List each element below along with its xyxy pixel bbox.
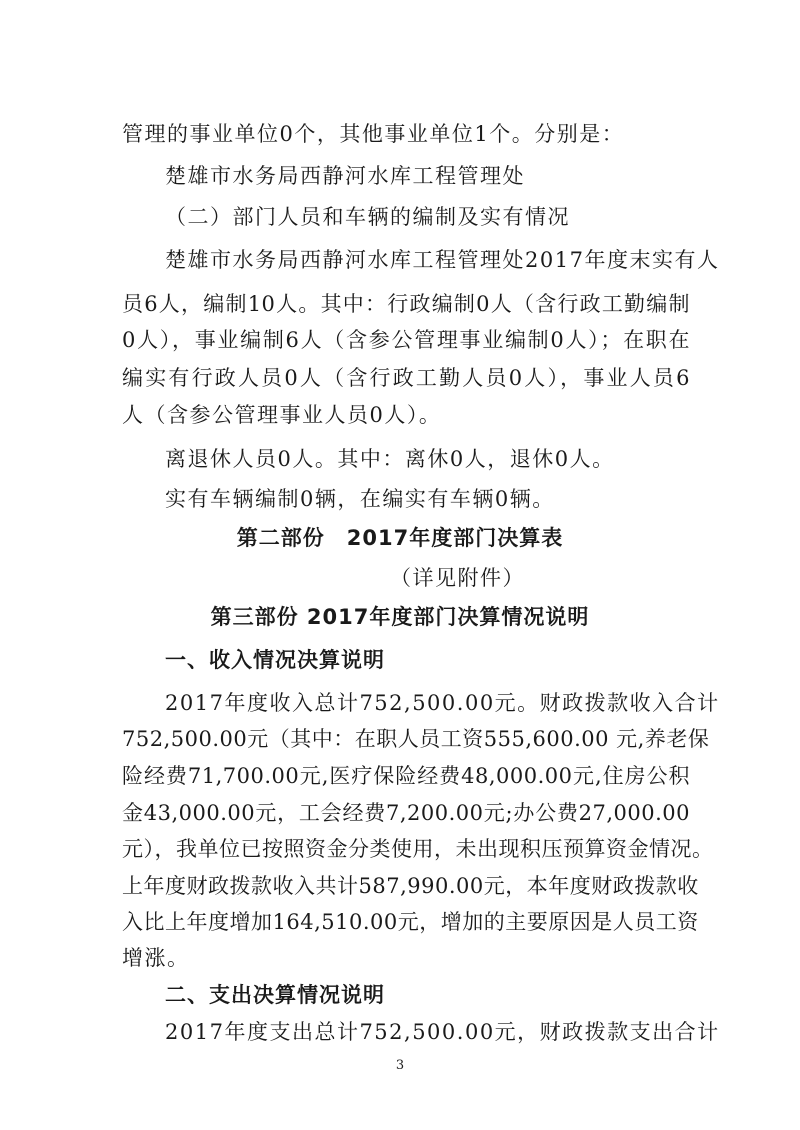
paragraph-line: 人（含参公管理事业人员0人）。	[122, 403, 442, 427]
paragraph-line: 管理的事业单位0个，其他事业单位1个。分别是：	[122, 122, 625, 146]
page-number: 3	[395, 1058, 405, 1073]
paragraph-line: 上年度财政拨款收入共计587,990.00元，本年度财政拨款收	[122, 874, 699, 898]
paragraph-line: 楚雄市水务局西静河水库工程管理处2017年度末实有人	[165, 248, 720, 272]
paragraph-line: 编实有行政人员0人（含行政工勤人员0人），事业人员6	[122, 366, 690, 390]
paragraph-line: 实有车辆编制0辆，在编实有车辆0辆。	[165, 487, 555, 511]
paragraph-line: 增涨。	[122, 946, 190, 970]
paragraph-line: 金43,000.00元，工会经费7,200.00元;办公费27,000.00	[122, 801, 690, 825]
expenditure-section-heading: 二、支出决算情况说明	[165, 983, 385, 1007]
income-section-heading: 一、收入情况决算说明	[165, 648, 385, 672]
paragraph-line: 2017年度支出总计752,500.00元，财政拨款支出合计	[165, 1020, 720, 1044]
paragraph-line: 险经费71,700.00元,医疗保险经费48,000.00元,住房公积	[122, 764, 690, 788]
see-attachment-note: （详见附件）	[390, 566, 525, 590]
part-three-heading: 第三部份 2017年度部门决算情况说明	[210, 605, 590, 629]
paragraph-line: 2017年度收入总计752,500.00元。财政拨款收入合计	[165, 691, 720, 715]
paragraph-line: 元），我单位已按照资金分类使用，未出现积压预算资金情况。	[122, 837, 714, 861]
section-subheading: （二）部门人员和车辆的编制及实有情况	[165, 205, 570, 229]
paragraph-line: 入比上年度增加164,510.00元，增加的主要原因是人员工资	[122, 910, 699, 934]
paragraph-line: 离退休人员0人。其中：离休0人，退休0人。	[165, 447, 615, 471]
paragraph-line: 752,500.00元（其中：在职人员工资555,600.00 元,养老保	[122, 727, 710, 751]
paragraph-line: 员6人，编制10人。其中：行政编制0人（含行政工勤编制	[122, 292, 690, 316]
paragraph-line: 0人），事业编制6人（含参公管理事业编制0人）；在职在	[122, 328, 690, 352]
part-two-heading: 第二部份 2017年度部门决算表	[236, 526, 564, 550]
paragraph-line: 楚雄市水务局西静河水库工程管理处	[165, 164, 525, 188]
